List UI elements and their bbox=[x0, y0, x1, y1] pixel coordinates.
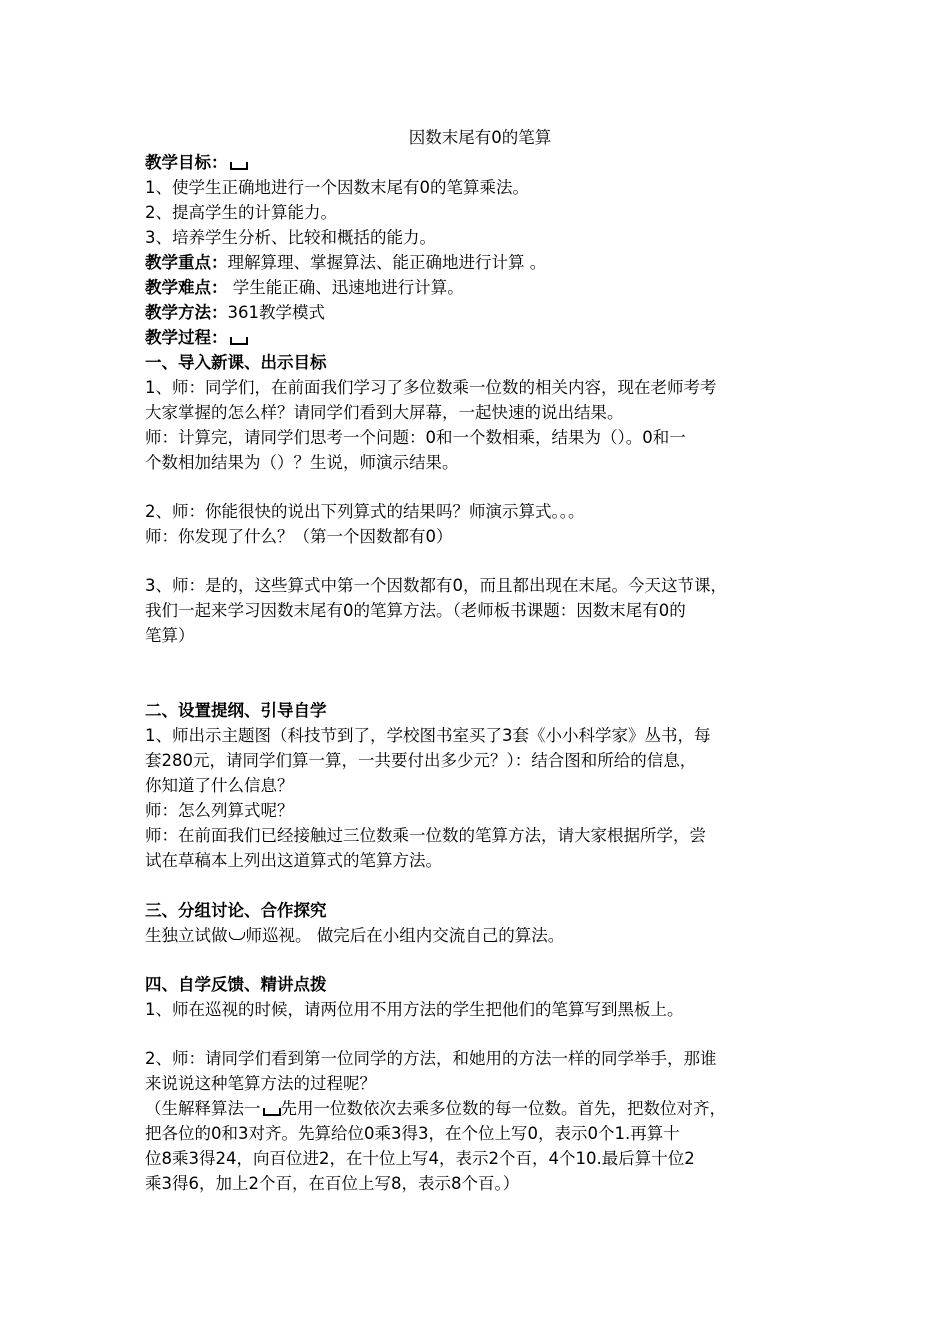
paragraph-mark-icon bbox=[263, 1108, 281, 1116]
section4-line4-part-a: （生解释算法一 bbox=[145, 1099, 261, 1118]
process-label-text: 教学过程： bbox=[145, 328, 228, 347]
section1-p5-line1: 3、师：是的，这些算式中第一个因数都有0，而且都出现在末尾。今天这节课， bbox=[145, 576, 727, 595]
section4-line7: 乘3得6，加上2个百，在百位上写8，表示8个百。） bbox=[145, 1174, 520, 1193]
goal-item-3: 3、培养学生分析、比较和概括的能力。 bbox=[145, 228, 436, 247]
paragraph-mark-icon bbox=[230, 162, 248, 170]
section4-line2: 2、师：请同学们看到第一位同学的方法，和她用的方法一样的同学举手，那谁 bbox=[145, 1049, 717, 1068]
special-mark-icon bbox=[229, 932, 245, 940]
section1-p4: 师：你发现了什么？（第一个因数都有0） bbox=[145, 527, 453, 546]
method-label: 教学方法： bbox=[145, 303, 228, 322]
section2-heading: 二、设置提纲、引导自学 bbox=[145, 701, 327, 720]
section4-line6: 位8乘3得24，向百位进2，在十位上写4，表示2个百，4个10.最后算十位2 bbox=[145, 1149, 695, 1168]
section1-p2-line1: 师：计算完，请同学们思考一个问题：0和一个数相乘，结果为（）。0和一 bbox=[145, 428, 686, 447]
goals-label bbox=[145, 151, 248, 175]
section3-line1 bbox=[145, 924, 564, 948]
section3-heading: 三、分组讨论、合作探究 bbox=[145, 901, 327, 920]
section4-heading: 四、自学反馈、精讲点拨 bbox=[145, 975, 327, 994]
section2-line5: 师：在前面我们已经接触过三位数乘一位数的笔算方法，请大家根据所学，尝 bbox=[145, 826, 706, 845]
section3-line1-part-b: 师巡视。 做完后在小组内交流自己的算法。 bbox=[245, 926, 565, 945]
section4-line4 bbox=[145, 1097, 726, 1121]
teaching-method bbox=[145, 301, 325, 325]
difficulty-text: 学生能正确、迅速地进行计算。 bbox=[227, 278, 464, 297]
document-title: 因数末尾有0的笔算 bbox=[408, 128, 552, 147]
section1-p1-line1: 1、师：同学们，在前面我们学习了多位数乘一位数的相关内容，现在老师考考 bbox=[145, 378, 717, 397]
section2-line2: 套280元，请同学们算一算，一共要付出多少元？）：结合图和所给的信息， bbox=[145, 751, 697, 770]
difficulty-point bbox=[145, 276, 464, 300]
section1-p1-line2: 大家掌握的怎么样？请同学们看到大屏幕，一起快速的说出结果。 bbox=[145, 403, 624, 422]
key-label: 教学重点： bbox=[145, 253, 228, 272]
method-text: 361教学模式 bbox=[227, 303, 325, 322]
section1-p2-line2: 个数相加结果为（）？生说，师演示结果。 bbox=[145, 453, 459, 472]
difficulty-label: 教学难点： bbox=[145, 278, 228, 297]
key-point bbox=[145, 251, 546, 275]
section1-p3: 2、师：你能很快的说出下列算式的结果吗？师演示算式。。。 bbox=[145, 502, 585, 521]
section1-p5-line2: 我们一起来学习因数末尾有0的笔算方法。（老师板书课题：因数末尾有0的 bbox=[145, 601, 686, 620]
paragraph-mark-icon bbox=[230, 337, 248, 345]
section4-line4-part-b: 先用一位数依次去乘多位数的每一位数。首先，把数位对齐， bbox=[280, 1099, 726, 1118]
section4-line3: 来说说这种笔算方法的过程呢？ bbox=[145, 1074, 376, 1093]
goals-label-text: 教学目标： bbox=[145, 153, 228, 172]
section3-line1-part-a: 生独立试做 bbox=[145, 926, 228, 945]
section1-heading: 一、导入新课、出示目标 bbox=[145, 353, 327, 372]
section2-line1: 1、师出示主题图（科技节到了，学校图书室买了3套《小小科学家》丛书，每 bbox=[145, 726, 711, 745]
section2-line6: 试在草稿本上列出这道算式的笔算方法。 bbox=[145, 851, 442, 870]
section4-line1: 1、师在巡视的时候，请两位用不用方法的学生把他们的笔算写到黑板上。 bbox=[145, 1000, 684, 1019]
goal-item-1: 1、使学生正确地进行一个因数末尾有0的笔算乘法。 bbox=[145, 178, 529, 197]
process-label bbox=[145, 326, 248, 350]
section2-line4: 师：怎么列算式呢？ bbox=[145, 801, 294, 820]
section4-line5: 把各位的0和3对齐。先算给位0乘3得3，在个位上写0，表示0个1.再算十 bbox=[145, 1124, 680, 1143]
goal-item-2: 2、提高学生的计算能力。 bbox=[145, 203, 337, 222]
section1-p5-line3: 笔算） bbox=[145, 626, 195, 645]
key-text: 理解算理、掌握算法、能正确地进行计算 。 bbox=[227, 253, 547, 272]
section2-line3: 你知道了什么信息？ bbox=[145, 776, 294, 795]
